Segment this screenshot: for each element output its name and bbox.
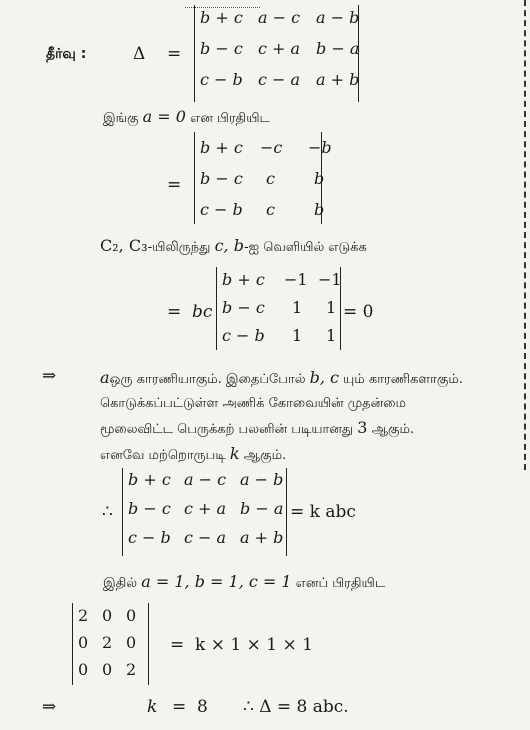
equals-sign: = [167, 44, 182, 64]
page-top-edge-trace [185, 0, 260, 8]
det1-cell: c − a [258, 70, 301, 89]
therefore-symbol: ∴ [102, 502, 113, 522]
det1-cell: b − c [200, 39, 243, 58]
determinant-1 [200, 8, 364, 101]
det3-left-bar [216, 267, 217, 350]
substitute-a-line: இங்கு a = 0 என பிரதியிட [103, 107, 270, 126]
equals-k-product: = k × 1 × 1 × 1 [170, 635, 313, 655]
substitute-ones-line: இதில் a = 1, b = 1, c = 1 எனப் பிரதியிட [103, 572, 386, 591]
determinant-3: b + c −1 −1 b − c 1 1 c − b 1 1 [222, 270, 342, 345]
det1-left-bar [194, 5, 195, 102]
det5-left-bar [72, 603, 73, 685]
det4-left-bar [122, 468, 123, 556]
det2-left-bar [194, 132, 195, 224]
det1-cell: c + a [258, 39, 301, 58]
det1-cell: a − b [316, 8, 360, 27]
columns-factor-line: C₂, C₃-யிலிருந்து c, b-ஐ வெளியில் எடுக்க [100, 236, 367, 255]
factor-explanation: aஒரு காரணியாகும். இதைப்போல் b, c யும் காரணிகளாகும். கொடுக்கப்பட்டுள்ள அணிக் கோவையின் முதன்மை மூலைவிட்ட பெருக்கற் பலனின் படியானது 3 ஆகும். எனவே மற்றொருபடி k ஆகும். [100, 368, 463, 463]
det1-cell: c − b [200, 70, 243, 89]
det5-right-bar [148, 603, 149, 685]
final-result: ∴ Δ = 8 abc. [243, 697, 349, 717]
final-equals: = [172, 697, 187, 717]
det1-cell: a − c [258, 8, 301, 27]
equals-sign-3: = [167, 302, 182, 322]
delta-symbol: Δ [133, 44, 146, 64]
bc-factor: bc [192, 302, 213, 322]
dashed-margin-line [524, 0, 526, 470]
determinant-4: b + c a − c a − b b − c c + a b − a c − b c − a a + b [128, 470, 284, 547]
final-value: 8 [197, 697, 208, 717]
equals-zero: = 0 [343, 302, 374, 322]
det1-cell: b − a [316, 39, 360, 58]
final-k: k [147, 697, 158, 717]
solution-label: தீர்வு : [46, 46, 87, 62]
det1-cell: a + b [316, 70, 360, 89]
det1-cell: b + c [200, 8, 243, 27]
implies-arrow-2: ⇒ [42, 697, 57, 717]
implies-arrow-1: ⇒ [42, 366, 57, 386]
determinant-2: b + c −c −b b − c c b c − b c b [200, 138, 332, 219]
determinant-5: 2 0 0 0 2 0 0 0 2 [78, 606, 137, 679]
equals-k-abc: = k abc [290, 502, 356, 522]
equals-sign-2: = [167, 175, 182, 195]
